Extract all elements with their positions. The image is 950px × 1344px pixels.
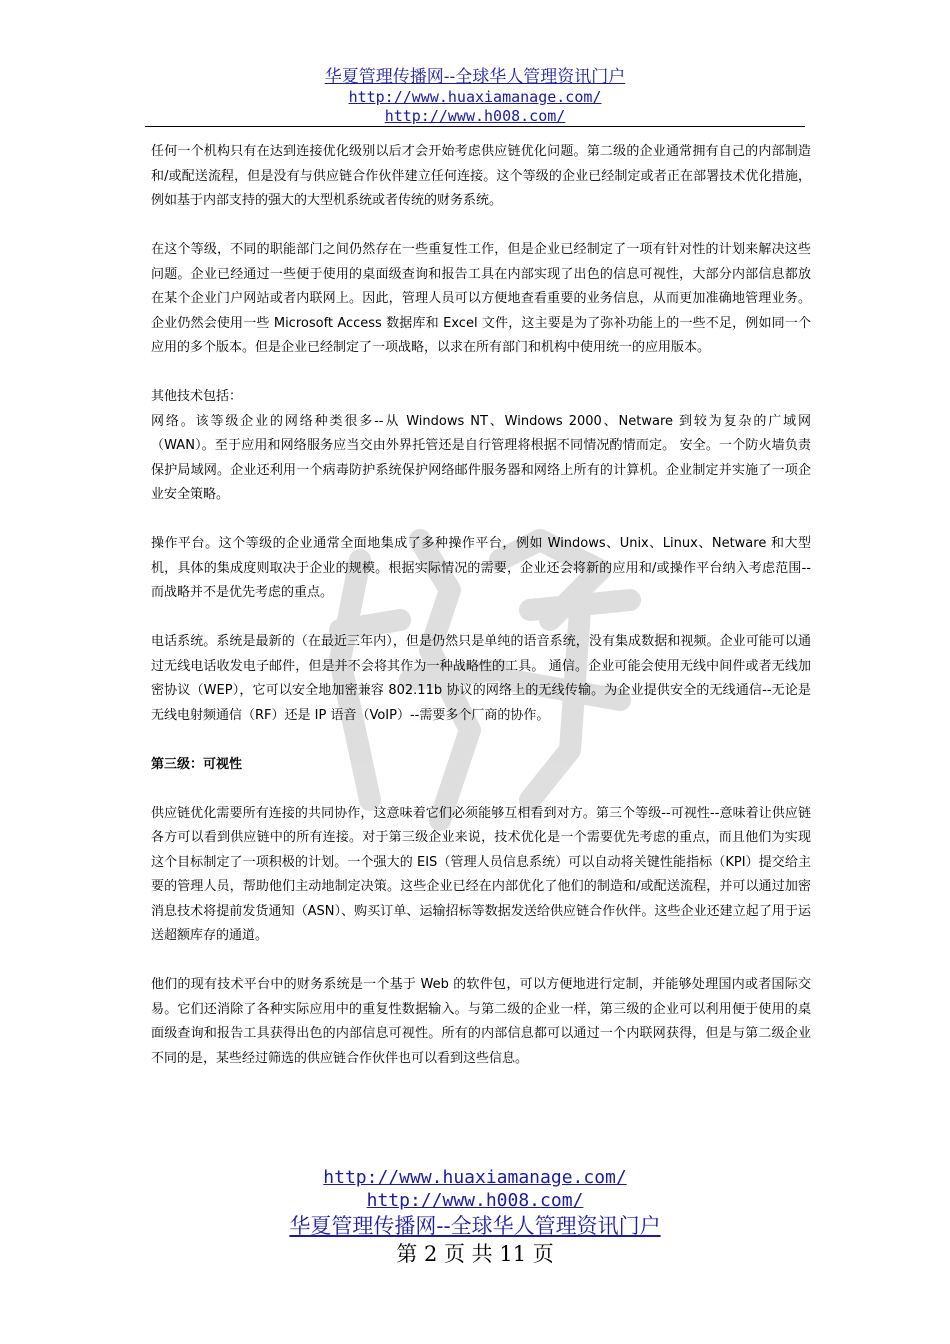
- header-site-link[interactable]: 华夏管理传播网--全球华人管理资讯门户: [324, 67, 626, 87]
- paragraph-2: 在这个等级，不同的职能部门之间仍然存在一些重复性工作，但是企业已经制定了一项有针对性的计划来解决这些问题。企业已经通过一些便于使用的桌面级查询和报告工具在内部实现了出色的信息可视性，大部分内部信息都放在某个企业门户网站或者内联网上。因此，管理人员可以方便地查看重要的业务信息，从而更加准确地管理业务。企业仍然会使用一些 Microsoft Access 数据库和 Excel 文件，这主要是为了弥补功能上的一些不足，例如同一个应用的多个版本。但是企业已经制定了一项战略，以求在所有部门和机构中使用统一的应用版本。: [151, 242, 811, 355]
- paragraph-4: 操作平台。这个等级的企业通常全面地集成了多种操作平台，例如 Windows、Unix、Linux、Netware 和大型机，具体的集成度则取决于企业的规模。根据实际情况的需要，企业还会将新的应用和/或操作平台纳入考虑范围--而战略并不是优先考虑的重点。: [151, 536, 811, 600]
- paragraph-7: 他们的现有技术平台中的财务系统是一个基于 Web 的软件包，可以方便地进行定制，并能够处理国内或者国际交易。它们还消除了各种实际应用中的重复性数据输入。与第二级的企业一样，第三级的企业可以利用便于使用的桌面级查询和报告工具获得出色的内部信息可视性。所有的内部信息都可以通过一个内联网获得，但是与第二级企业不同的是，某些经过筛选的供应链合作伙伴也可以看到这些信息。: [151, 977, 811, 1066]
- page-number: 第 2 页 共 11 页: [396, 1242, 554, 1266]
- page-header: [145, 66, 805, 127]
- section-heading: 第三级：可视性: [151, 756, 243, 772]
- paragraph-5: 电话系统。系统是最新的（在最近三年内），但是仍然只是单纯的语音系统，没有集成数据和视频。企业可能可以通过无线电话收发电子邮件，但是并不会将其作为一种战略性的工具。 通信。企业可能会使用无线中间件或者无线加密协议（WEP），它可以安全地加密兼容 802.11b 协议的网络上的无线传输。为企业提供安全的无线通信--无论是无线电射频通信（RF）还是 IP 语音（VoIP）--需要多个厂商的协作。: [151, 634, 811, 723]
- paragraph-3-intro: 其他技术包括：: [151, 389, 243, 404]
- paragraph-3: 网络。该等级企业的网络种类很多--从 Windows NT、Windows 2000、Netware 到较为复杂的广域网（WAN）。至于应用和网络服务应当交由外界托管还是自行管理将根据不同情况酌情而定。 安全。一个防火墙负责保护局域网。企业还利用一个病毒防护系统保护网络邮件服务器和网络上所有的计算机。企业制定并实施了一项企业安全策略。: [151, 413, 811, 502]
- paragraph-6: 供应链优化需要所有连接的共同协作，这意味着它们必须能够互相看到对方。第三个等级--可视性--意味着让供应链各方可以看到供应链中的所有连接。对于第三级企业来说，技术优化是一个需要优先考虑的重点，而且他们为实现这个目标制定了一项积极的计划。一个强大的 EIS（管理人员信息系统）可以自动将关键性能指标（KPI）提交给主要的管理人员，帮助他们主动地制定决策。这些企业已经在内部优化了他们的制造和/或配送流程，并可以通过加密消息技术将提前发货通知（ASN）、购买订单、运输招标等数据发送给供应链合作伙伴。这些企业还建立起了用于运送超额库存的通道。: [151, 805, 811, 943]
- footer-url-link-1[interactable]: http://www.huaxiamanage.com/: [323, 1167, 627, 1188]
- page-footer: [145, 1166, 805, 1268]
- article-body: [151, 140, 811, 1096]
- header-url-link-1[interactable]: http://www.huaxiamanage.com/: [348, 88, 602, 106]
- header-url-link-2[interactable]: http://www.h008.com/: [384, 107, 566, 125]
- footer-url-link-2[interactable]: http://www.h008.com/: [366, 1190, 584, 1211]
- paragraph-1: 任何一个机构只有在达到连接优化级别以后才会开始考虑供应链优化问题。第二级的企业通常拥有自己的内部制造和/或配送流程，但是没有与供应链合作伙伴建立任何连接。这个等级的企业已经制定或者正在部署技术优化措施，例如基于内部支持的强大的大型机系统或者传统的财务系统。: [151, 144, 811, 208]
- footer-site-link[interactable]: 华夏管理传播网--全球华人管理资讯门户: [289, 1214, 661, 1238]
